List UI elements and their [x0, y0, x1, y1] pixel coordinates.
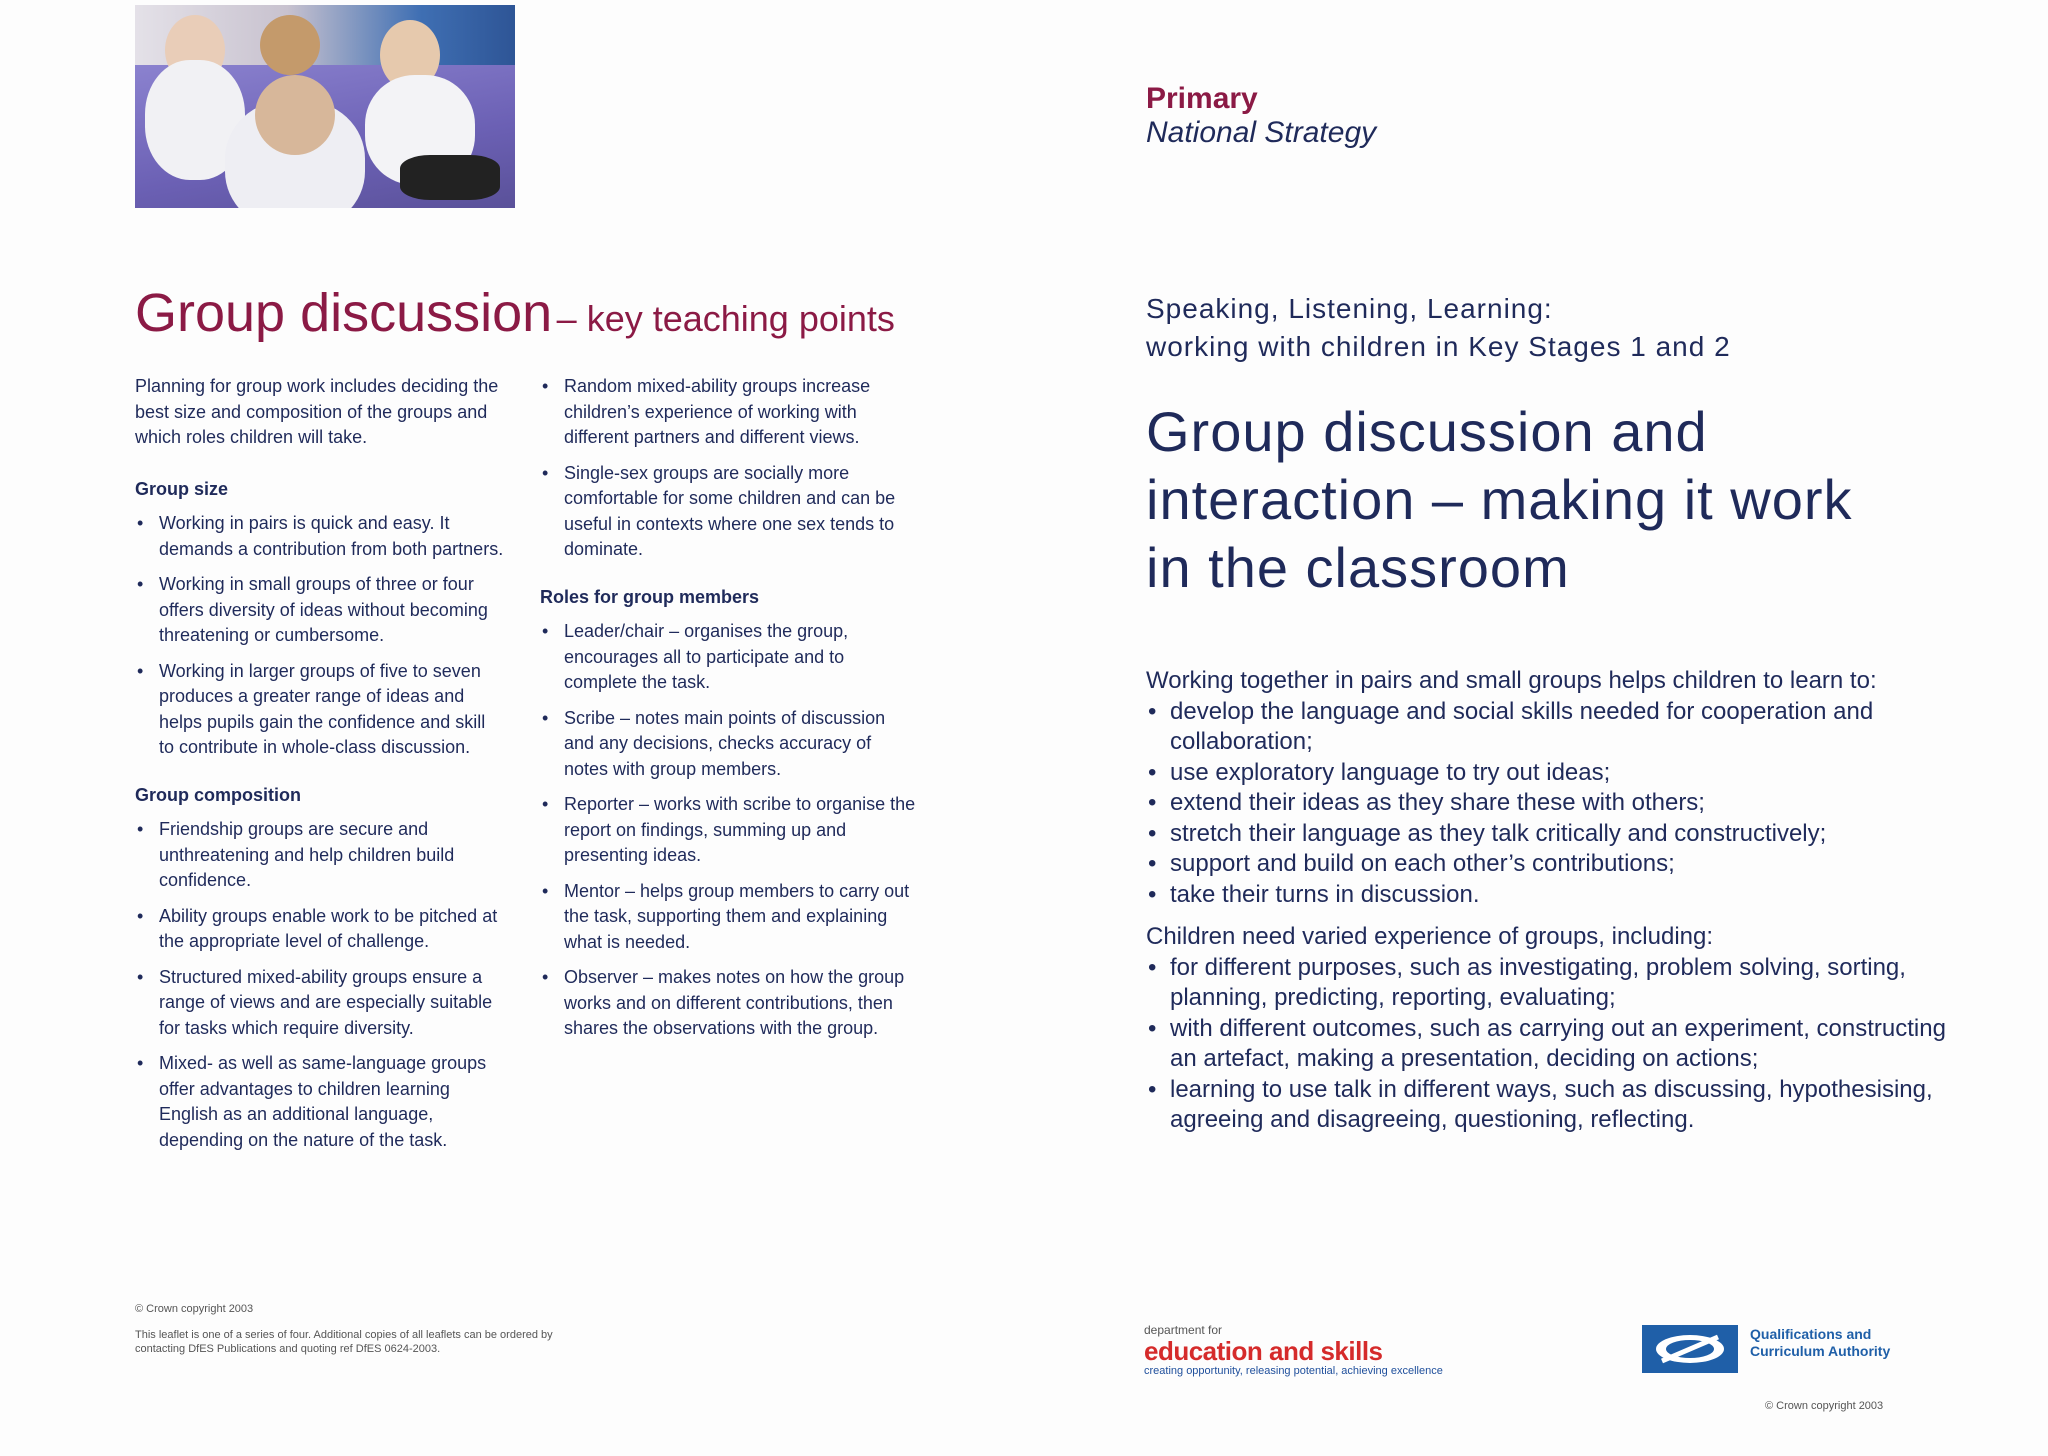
right-body — [1146, 666, 1946, 1148]
list-item: • take their turns in discussion. — [1146, 880, 1946, 911]
list-item: • Friendship groups are secure and unthreatening and help children build confidence. — [135, 817, 505, 894]
learning-list — [1146, 697, 1946, 911]
group-size-heading: Group size — [135, 478, 229, 499]
copyright-left: © Crown copyright 2003 — [135, 1303, 254, 1315]
subtitle-line: Speaking, Listening, Learning: — [1146, 293, 1553, 324]
list-item: • Working in pairs is quick and easy. It demands a contribution from both partners. — [135, 511, 505, 562]
list-item: • Mentor – helps group members to carry out the task, supporting them and explaining what is needed. — [540, 879, 920, 956]
list-item: • Reporter – works with scribe to organise the report on findings, summing up and presenting ideas. — [540, 792, 920, 869]
list-item: • Mixed- as well as same-language groups offer advantages to children learning English as an additional language, depending on the nature of the task. — [135, 1051, 505, 1153]
title-sub-text: – key teaching points — [556, 298, 895, 339]
dfes-logo — [1144, 1323, 1443, 1377]
list-item: • Structured mixed-ability groups ensure a range of views and are especially suitable for tasks which require diversity. — [135, 965, 505, 1042]
left-column-a — [135, 374, 505, 1175]
left-column-b — [540, 374, 920, 1064]
copyright-right: © Crown copyright 2003 — [1765, 1400, 1884, 1412]
list-item: • stretch their language as they talk critically and constructively; — [1146, 819, 1946, 850]
group-composition-list — [135, 817, 505, 1153]
roles-list — [540, 619, 920, 1042]
qca-line: Curriculum Authority — [1750, 1343, 1891, 1359]
qca-logo-icon — [1642, 1325, 1738, 1373]
list-item: • with different outcomes, such as carrying out an experiment, constructing an artefact, making a presentation, deciding on actions; — [1146, 1014, 1946, 1075]
list-item: • develop the language and social skills needed for cooperation and collaboration; — [1146, 697, 1946, 758]
list-item: • Observer – makes notes on how the group works and on different contributions, then shares the observations with the group. — [540, 965, 920, 1042]
dfes-dept: department for — [1144, 1323, 1223, 1337]
title-main-text: Group discussion — [135, 283, 553, 343]
list-item: • for different purposes, such as investigating, problem solving, sorting, planning, predicting, reporting, evaluating; — [1146, 953, 1946, 1014]
subtitle-line: working with children in Key Stages 1 and 2 — [1146, 331, 1731, 362]
experience-list — [1146, 953, 1946, 1136]
series-subtitle — [1146, 290, 1846, 366]
list-item: • Working in larger groups of five to seven produces a greater range of ideas and helps pupils gain the confidence and skill to contribute in whole-class discussion. — [135, 659, 505, 761]
intro-paragraph: Working together in pairs and small groups helps children to learn to: — [1146, 667, 1877, 694]
dfes-tagline: creating opportunity, releasing potential, achieving excellence — [1144, 1365, 1443, 1377]
page-title — [135, 282, 895, 344]
list-item: • Random mixed-ability groups increase children’s experience of working with different partners and different views. — [540, 374, 920, 451]
list-item: • extend their ideas as they share these with others; — [1146, 788, 1946, 819]
intro-paragraph: Planning for group work includes deciding the best size and composition of the groups and which roles children will take. — [135, 376, 499, 447]
group-size-list — [135, 511, 505, 761]
list-item: • Ability groups enable work to be pitched at the appropriate level of challenge. — [135, 904, 505, 955]
classroom-photo — [135, 5, 515, 208]
heading-line: in the classroom — [1146, 536, 1570, 599]
brand-strategy: National Strategy — [1146, 116, 1377, 149]
list-item: • Single-sex groups are socially more comfortable for some children and can be useful in contexts where one sex tends to dominate. — [540, 461, 920, 563]
roles-heading: Roles for group members — [540, 586, 760, 607]
main-heading — [1146, 398, 1966, 602]
heading-line: interaction – making it work — [1146, 468, 1853, 531]
group-composition-list-cont — [540, 374, 920, 563]
dfes-name: education and skills — [1144, 1336, 1383, 1366]
qca-name — [1750, 1326, 1890, 1360]
leaflet-note: This leaflet is one of a series of four. Additional copies of all leaflets can be ordered by contacting DfES Publications and quoting ref DfES 0624-2003. — [135, 1329, 553, 1355]
list-item: • Scribe – notes main points of discussion and any decisions, checks accuracy of notes with group members. — [540, 706, 920, 783]
list-item: • learning to use talk in different ways, such as discussing, hypothesising, agreeing and disagreeing, questioning, reflecting. — [1146, 1075, 1946, 1136]
list-item: • use exploratory language to try out ideas; — [1146, 758, 1946, 789]
list-item: • support and build on each other’s contributions; — [1146, 849, 1946, 880]
intro-paragraph: Children need varied experience of groups, including: — [1146, 923, 1714, 950]
heading-line: Group discussion and — [1146, 400, 1708, 463]
qca-line: Qualifications and — [1750, 1326, 1872, 1342]
list-item: • Working in small groups of three or four offers diversity of ideas without becoming threatening or cumbersome. — [135, 572, 505, 649]
group-composition-heading: Group composition — [135, 784, 301, 805]
list-item: • Leader/chair – organises the group, encourages all to participate and to complete the task. — [540, 619, 920, 696]
brand-primary: Primary — [1146, 82, 1258, 115]
